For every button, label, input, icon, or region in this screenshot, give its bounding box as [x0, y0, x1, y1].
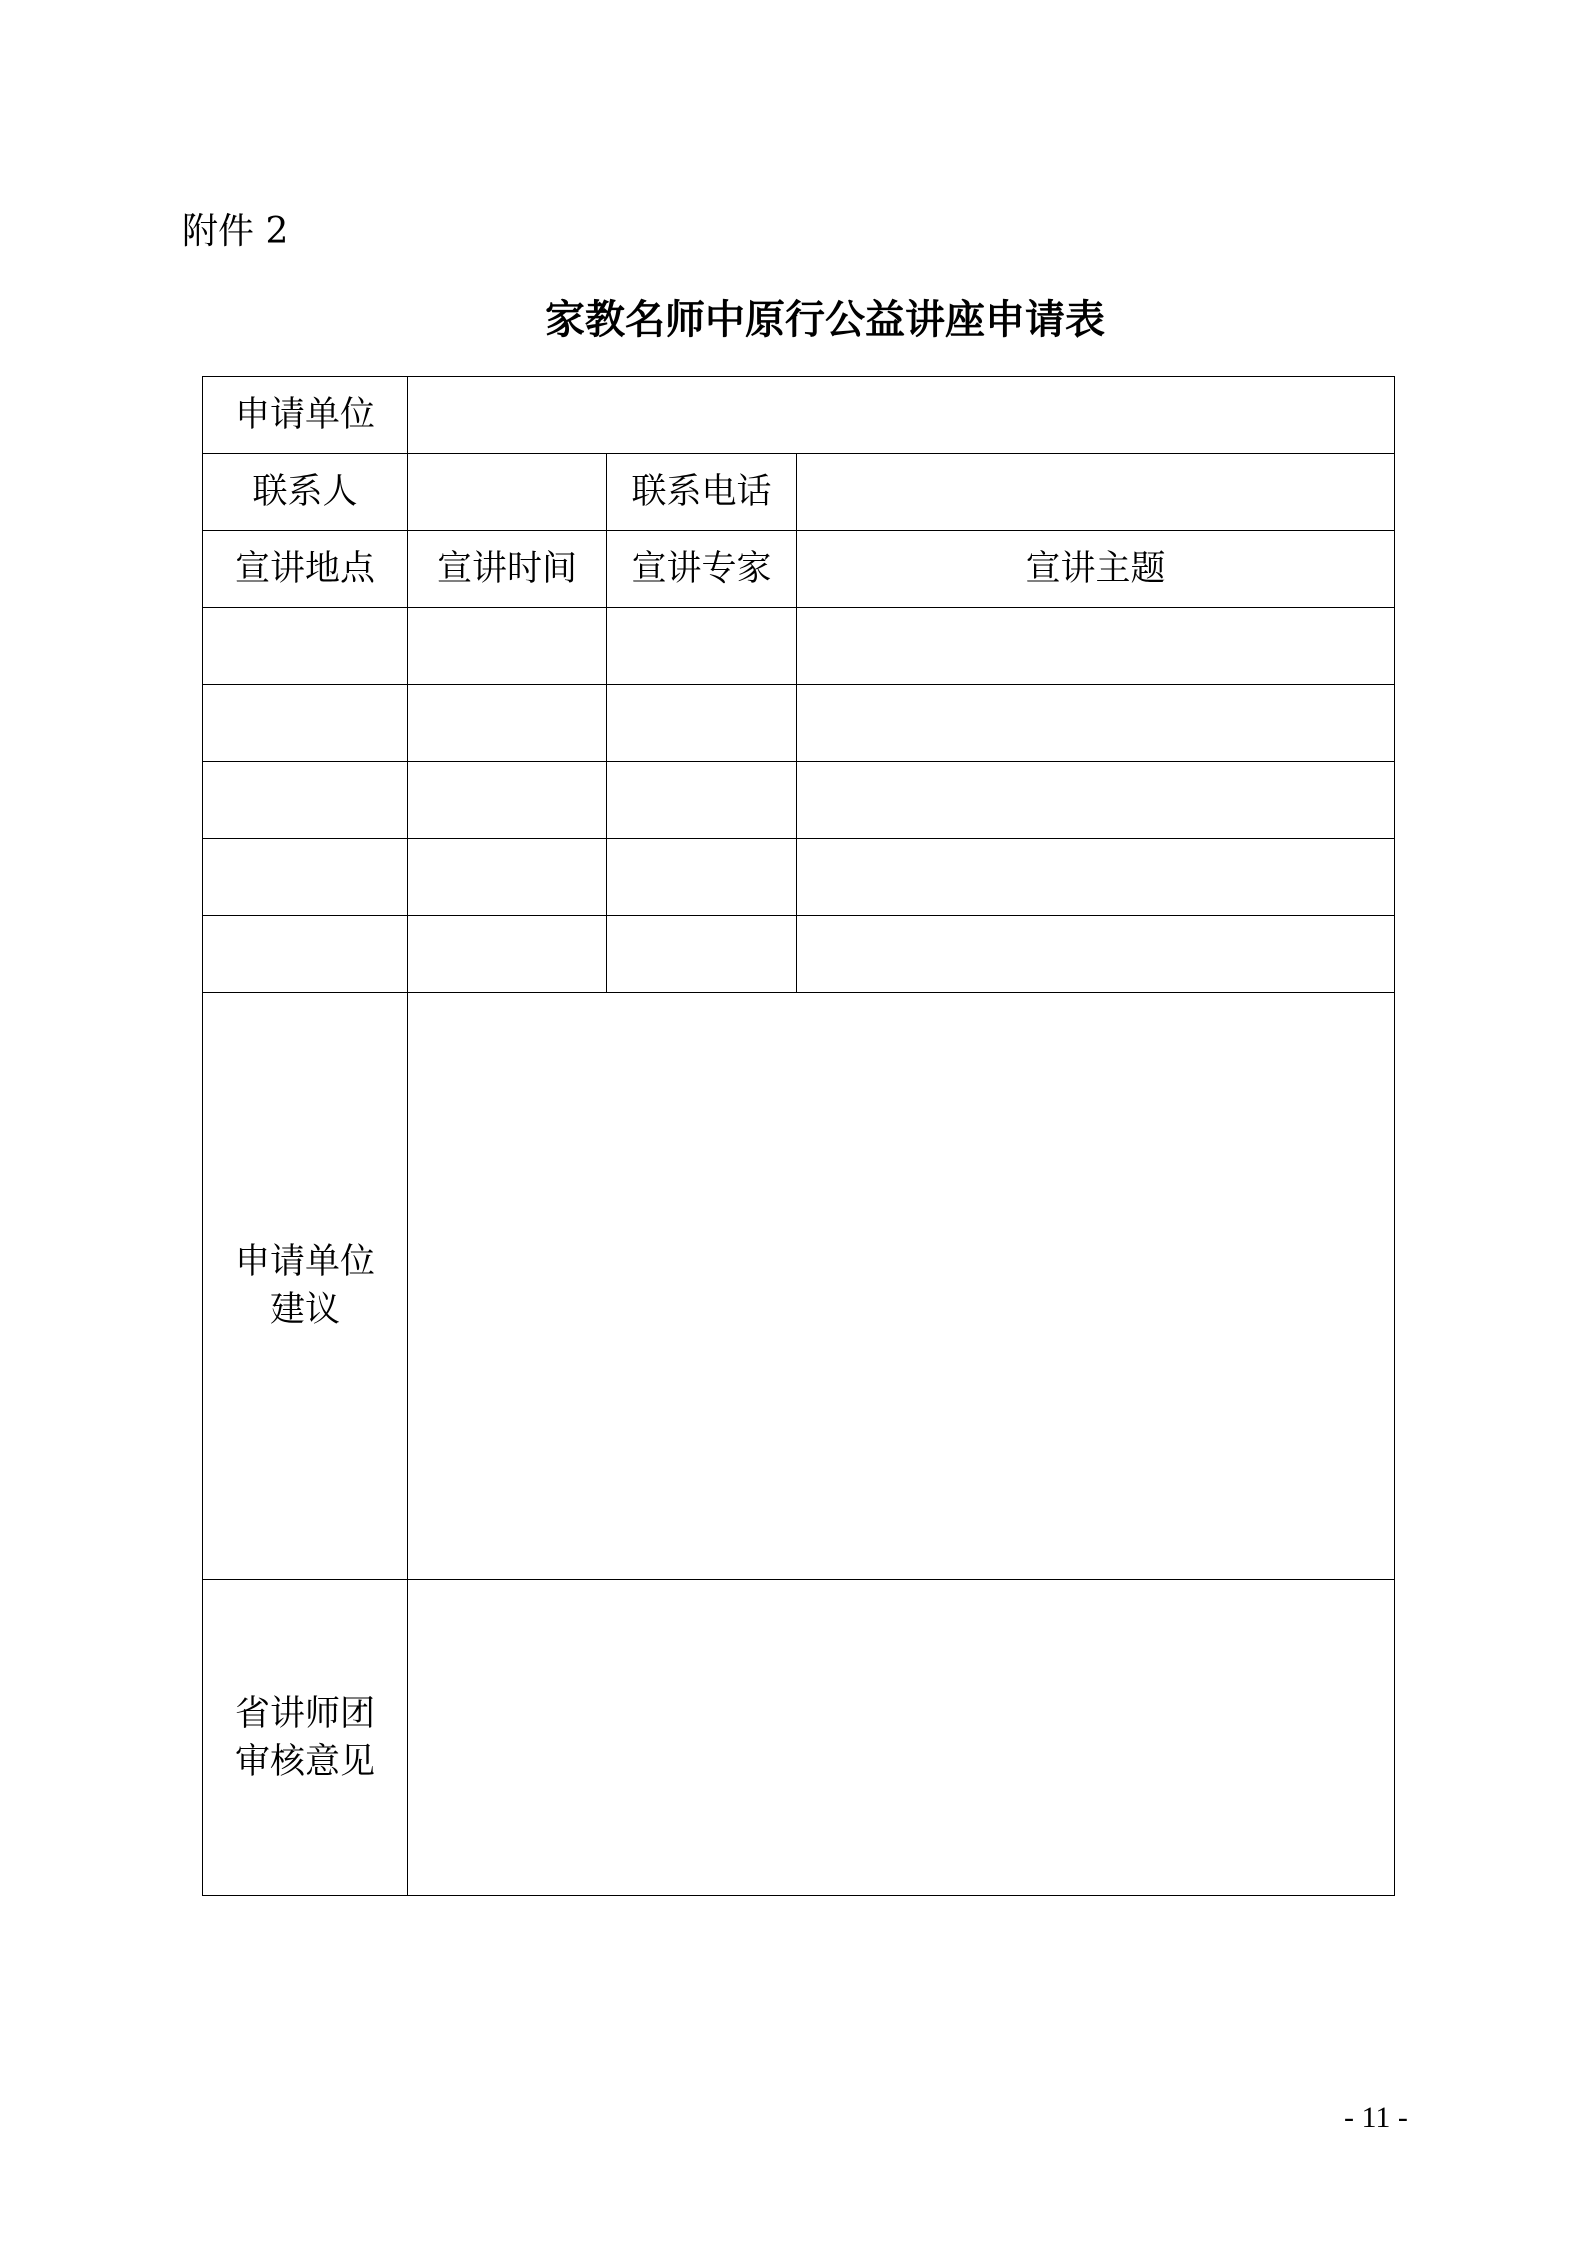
lecture-topic-cell[interactable]: [797, 916, 1395, 993]
lecture-time-cell[interactable]: [408, 839, 607, 916]
applicant-unit-label: 申请单位: [203, 377, 408, 454]
review-row: [203, 1580, 1395, 1896]
suggestion-label: 申请单位建议: [234, 1242, 375, 1330]
lecture-expert-cell[interactable]: [607, 762, 797, 839]
suggestion-label-cell: [203, 993, 408, 1580]
application-form-table: [202, 376, 1395, 1896]
contact-person-field[interactable]: [408, 454, 607, 531]
form-title: 家教名师中原行公益讲座申请表: [545, 297, 1105, 343]
suggestion-field[interactable]: [408, 993, 1395, 1580]
contact-row: [203, 454, 1395, 531]
lecture-location-cell[interactable]: [203, 916, 408, 993]
review-label-cell: [203, 1580, 408, 1896]
lecture-location-cell[interactable]: [203, 839, 408, 916]
page-number: - 11 -: [1344, 2101, 1408, 2134]
lecture-time-cell[interactable]: [408, 608, 607, 685]
lecture-location-cell[interactable]: [203, 608, 408, 685]
lecture-location-cell[interactable]: [203, 685, 408, 762]
applicant-unit-field[interactable]: [408, 377, 1395, 454]
lecture-row: [203, 608, 1395, 685]
lecture-topic-cell[interactable]: [797, 608, 1395, 685]
header-lecture-location: 宣讲地点: [203, 531, 408, 608]
lecture-time-cell[interactable]: [408, 916, 607, 993]
lecture-expert-cell[interactable]: [607, 608, 797, 685]
lecture-topic-cell[interactable]: [797, 762, 1395, 839]
lecture-location-cell[interactable]: [203, 762, 408, 839]
lecture-row: [203, 916, 1395, 993]
header-lecture-time: 宣讲时间: [408, 531, 607, 608]
lecture-expert-cell[interactable]: [607, 839, 797, 916]
lecture-expert-cell[interactable]: [607, 685, 797, 762]
lecture-topic-cell[interactable]: [797, 839, 1395, 916]
lecture-header-row: [203, 531, 1395, 608]
header-lecture-expert: 宣讲专家: [607, 531, 797, 608]
header-lecture-topic: 宣讲主题: [797, 531, 1395, 608]
attachment-label: 附件 2: [182, 211, 289, 252]
lecture-time-cell[interactable]: [408, 685, 607, 762]
suggestion-row: [203, 993, 1395, 1580]
contact-phone-field[interactable]: [797, 454, 1395, 531]
lecture-row: [203, 839, 1395, 916]
lecture-expert-cell[interactable]: [607, 916, 797, 993]
contact-phone-label: 联系电话: [607, 454, 797, 531]
lecture-row: [203, 685, 1395, 762]
lecture-row: [203, 762, 1395, 839]
review-label: 省讲师团审核意见: [234, 1693, 375, 1782]
applicant-unit-row: [203, 377, 1395, 454]
lecture-topic-cell[interactable]: [797, 685, 1395, 762]
contact-person-label: 联系人: [203, 454, 408, 531]
review-field[interactable]: [408, 1580, 1395, 1896]
lecture-time-cell[interactable]: [408, 762, 607, 839]
